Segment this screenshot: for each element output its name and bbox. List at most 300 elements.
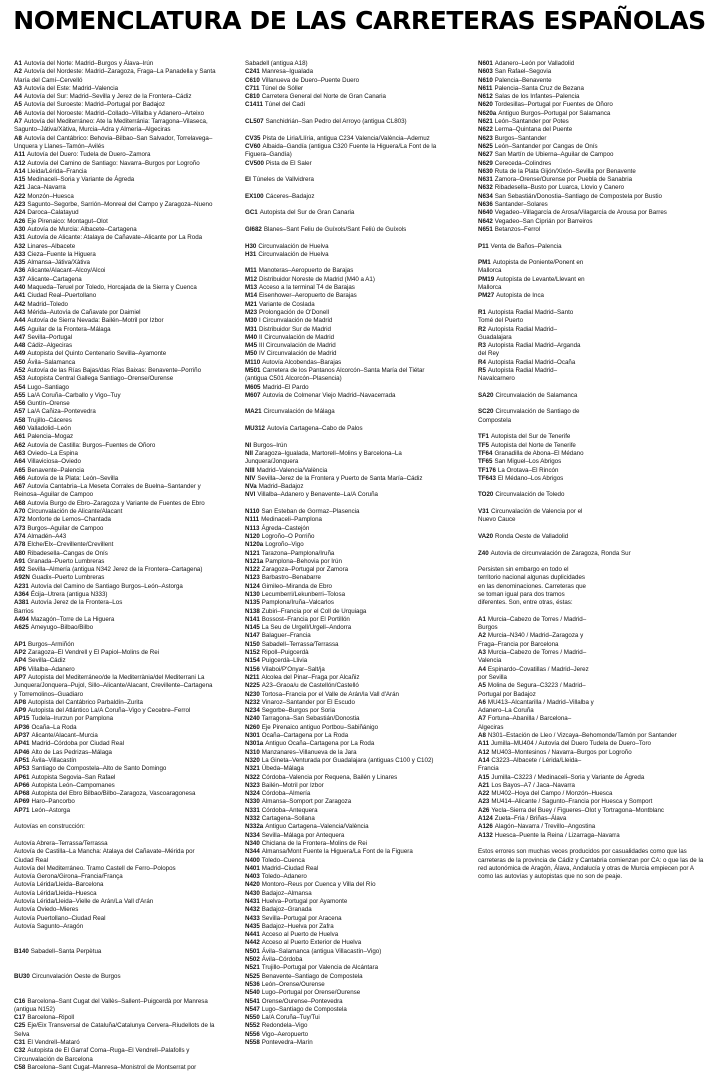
road-entry xyxy=(14,126,228,134)
road-entry xyxy=(14,691,228,699)
road-description: Tarazona–Pamplona/Iruña xyxy=(261,549,335,557)
road-description: Sevilla–Almería (antigua N342 Jerez de la Frontera–Cartagena) xyxy=(27,566,203,574)
road-code: A92 xyxy=(14,566,26,574)
road-entry xyxy=(478,657,708,665)
road-code: AP41 xyxy=(14,740,30,748)
spacer xyxy=(245,417,465,425)
road-code: PM1 xyxy=(478,259,491,267)
road-description: Autopista Radial Madrid–Santo xyxy=(487,308,574,316)
road-description: Benavente–Palencia xyxy=(27,466,85,474)
road-description: A23–Graoa/u de Castellón/Castelló xyxy=(261,682,359,690)
spacer xyxy=(245,110,465,118)
road-description: Autopista de Poniente/Ponent en xyxy=(492,259,584,267)
road-code: N651 xyxy=(478,225,493,233)
road-description: MU413–Alcantarilla / Madrid–Villalba y xyxy=(487,698,594,706)
road-description: Medinaceli–Soria y Variante de Ágreda xyxy=(27,176,135,184)
road-description: Autopista Radial Madrid–Ocaña xyxy=(487,358,576,366)
road-description: Medinaceli–Pamplona xyxy=(261,516,322,524)
road-description: Autovía de Castilla–La Mancha: Atalaya del Cañavate–Mérida por xyxy=(14,848,195,856)
road-code: M40 xyxy=(245,333,258,341)
road-entry xyxy=(478,616,708,624)
road-entry xyxy=(478,591,708,599)
road-description: Autovía Lérida/Lleida–Barcelona xyxy=(14,881,104,889)
road-description: Fortuna–Abanilla / Barcelona– xyxy=(487,715,572,723)
road-description: Trujillo–Cáceres xyxy=(27,416,72,424)
road-entry xyxy=(245,832,465,840)
road-code: A21 xyxy=(14,184,26,192)
road-description: San Sebastián/Donostia–Santiago de Compostela por Bustio xyxy=(494,192,662,200)
road-entry xyxy=(245,915,465,923)
road-entry xyxy=(245,774,465,782)
road-description: Cáceres–Badajoz xyxy=(265,192,315,200)
road-description: Ágreda–Castejón xyxy=(261,524,310,532)
road-entry xyxy=(14,599,228,607)
road-description: Pista de Liria/Llíria, antigua C234 Valencia/València–Ademuz xyxy=(262,134,430,142)
road-code: N340 xyxy=(245,839,260,847)
road-entry xyxy=(478,342,708,350)
road-code: EI xyxy=(245,176,251,184)
road-description: Sabadell–Terrassa/Terrassa xyxy=(261,640,339,648)
road-entry xyxy=(245,533,465,541)
road-description: Toledo–Adanero xyxy=(261,873,307,881)
road-code: A5 xyxy=(14,101,22,109)
road-entry xyxy=(245,715,465,723)
road-entry xyxy=(14,85,228,93)
road-entry xyxy=(478,790,708,798)
road-code: A21 xyxy=(478,781,490,789)
road-entry xyxy=(14,707,228,715)
road-code: R4 xyxy=(478,358,486,366)
road-description: Zaragoza–Portugal por Zamora xyxy=(261,566,349,574)
road-description: Circunvalación de Málaga xyxy=(263,408,335,416)
road-description: Écija–Utrera (antigua N333) xyxy=(30,591,108,598)
road-entry xyxy=(245,641,465,649)
road-entry xyxy=(14,450,228,458)
road-description: Eje/Eix Transversal de Cataluña/Catalunya Cervera–Riudellots de la xyxy=(27,1022,215,1030)
road-description: Acceso a la terminal T4 de Barajas xyxy=(259,284,355,292)
road-description: Autovía de las Rías Bajas/das Rías Baixas: Benavente–Porriño xyxy=(27,366,202,374)
road-entry xyxy=(245,691,465,699)
road-code: M607 xyxy=(245,391,261,399)
road-description: Cieza–Fuente la Higuera xyxy=(27,250,96,258)
road-code: M501 xyxy=(245,366,261,374)
road-description: Eje Pirenaico: Montagut–Olot xyxy=(27,217,108,225)
road-description: Pontevedra–Marín xyxy=(261,1039,313,1047)
road-entry xyxy=(478,574,708,582)
road-description: Ávila–Córdoba xyxy=(261,956,303,964)
road-entry xyxy=(14,915,228,923)
road-entry xyxy=(478,359,708,367)
road-code: N113 xyxy=(245,524,260,532)
road-entry xyxy=(478,135,708,143)
road-description: Almansa–Játiva/Xàtiva xyxy=(27,259,90,267)
road-entry xyxy=(478,533,708,541)
road-description: Ocaña–Cartagena por La Roda xyxy=(261,732,349,740)
road-code: A47 xyxy=(14,333,26,341)
road-description: María del Camí–Cervelló xyxy=(14,76,83,84)
road-entry xyxy=(245,101,465,109)
road-description: por Sevilla xyxy=(478,673,507,681)
road-entry xyxy=(14,68,228,76)
road-entry xyxy=(478,276,708,284)
road-entry xyxy=(14,309,228,317)
road-code: A50 xyxy=(14,358,26,366)
road-code: C32 xyxy=(14,1047,26,1055)
road-code: AP61 xyxy=(14,773,30,781)
road-entry xyxy=(478,516,708,524)
road-code: N556 xyxy=(245,1030,260,1038)
road-description: La Orotava–El Rincón xyxy=(497,466,559,474)
road-code: A24 xyxy=(14,209,26,217)
road-entry xyxy=(14,243,228,251)
road-description: Adanero–La Coruña xyxy=(478,707,534,715)
road-description: Persisten sin embargo en todo el xyxy=(478,566,569,574)
road-entry xyxy=(14,749,228,757)
road-description: Bossost–Francia por El Portillón xyxy=(261,615,350,623)
road-code: C1411 xyxy=(245,101,263,109)
road-description: Tortosa–Francia por el Valle de Arán/la Vall d'Arán xyxy=(261,690,399,698)
road-code: N501 xyxy=(245,947,260,955)
road-code: N130 xyxy=(245,591,260,598)
road-description: Manzanares–Villanueva de la Jara xyxy=(261,748,357,756)
road-code: TF64 xyxy=(478,449,493,457)
road-description: Carretera General del Norte de Gran Canaria xyxy=(261,93,386,101)
road-entry xyxy=(478,757,708,765)
road-entry xyxy=(14,890,228,898)
road-description: Jaca–Navarra xyxy=(27,184,66,192)
road-entry xyxy=(245,1039,465,1047)
road-entry xyxy=(14,873,228,881)
road-code: AP66 xyxy=(14,781,30,789)
road-code: A55 xyxy=(14,391,26,399)
road-description: Ocaña–La Roda xyxy=(31,723,77,731)
road-description: Francia xyxy=(478,765,499,773)
road-entry xyxy=(478,168,708,176)
road-entry xyxy=(478,218,708,226)
road-entry xyxy=(14,1006,228,1014)
road-description: Elche/Elx–Crevillente/Crevillent xyxy=(27,541,114,549)
road-description: Lerma–Quintana del Puente xyxy=(494,126,573,134)
road-description: Burgos–Aguilar de Campoo xyxy=(27,524,104,532)
road-description: Autopista del Mediterráneo/de la Mediterrània/del Mediterrani La xyxy=(28,673,205,681)
road-code: C610 xyxy=(245,76,260,84)
road-entry xyxy=(245,317,465,325)
road-description: Circunvalación de Santiago de xyxy=(495,408,580,416)
road-code: N324 xyxy=(245,790,260,798)
road-code: AP15 xyxy=(14,715,30,723)
road-description: Autovía del Norte: Madrid–Burgos y Álava–Irún xyxy=(23,60,154,67)
road-code: A72 xyxy=(14,516,26,524)
road-code: H31 xyxy=(245,250,257,258)
road-code: AP51 xyxy=(14,756,30,764)
road-entry xyxy=(14,184,228,192)
road-code: N541 xyxy=(245,997,260,1005)
road-entry xyxy=(14,1064,228,1072)
road-code: Z40 xyxy=(478,549,489,557)
road-description: Autovía de circunvalación de Zaragoza, Ronda Sur xyxy=(490,549,631,557)
road-entry xyxy=(478,475,708,483)
road-description: Valencia xyxy=(478,657,502,665)
road-code: A91 xyxy=(14,557,26,565)
road-description: Autopista de El Garraf Coma–Ruga–El Vendrell–Palafolls y xyxy=(27,1047,190,1055)
road-description: Prolongación de O'Donell xyxy=(259,308,330,316)
spacer xyxy=(245,184,465,192)
road-entry xyxy=(14,408,228,416)
road-code: A1 xyxy=(14,60,22,67)
road-code: N636 xyxy=(478,201,493,209)
road-code: A74 xyxy=(14,532,26,540)
road-code: N240 xyxy=(245,715,260,723)
road-description: Barcelona–Sant Cugat del Vallès–Sallent–Puigcerdà por Manresa xyxy=(27,997,208,1005)
road-description: Vegadeo–San Ciprián por Barreiros xyxy=(494,217,593,225)
road-code: CL507 xyxy=(245,118,264,126)
road-description: Adanero–León por Valladolid xyxy=(494,60,575,67)
road-code: N629 xyxy=(478,159,493,167)
road-entry xyxy=(14,516,228,524)
road-description: Cartagena–Sollana xyxy=(261,815,315,823)
road-entry xyxy=(14,284,228,292)
road-description: MU414–Alicante / Sagunto–Francia por Huesca y Somport xyxy=(491,798,653,806)
road-code: AP1 xyxy=(14,640,27,648)
road-description: Córdoba–Antequera xyxy=(261,806,318,814)
spacer xyxy=(478,608,708,616)
road-entry xyxy=(478,765,708,773)
road-entry xyxy=(478,583,708,591)
road-description: diferentes. Son, entre otras, éstas: xyxy=(478,599,573,607)
page-title: NOMENCLATURA DE LAS CARRETERAS ESPAÑOLAS xyxy=(13,6,706,35)
road-entry xyxy=(478,749,708,757)
road-description: Circunvalación de Valencia por el xyxy=(491,508,583,516)
road-entry xyxy=(14,998,228,1006)
road-description: Lugo–Santiago xyxy=(27,383,69,391)
road-description: Manoteras–Aeropuerto de Barajas xyxy=(258,267,354,275)
road-code: N111 xyxy=(245,516,260,524)
road-description: se toman igual para dos tramos xyxy=(478,591,565,598)
road-code: A42 xyxy=(14,300,26,308)
road-entry xyxy=(478,309,708,317)
road-entry xyxy=(14,326,228,334)
road-entry xyxy=(14,790,228,798)
road-description: Autovía del Este: Madrid–Valencia xyxy=(23,84,119,92)
road-entry xyxy=(478,491,708,499)
road-entry xyxy=(245,1031,465,1039)
road-entry xyxy=(245,599,465,607)
road-entry xyxy=(245,176,465,184)
road-code: N552 xyxy=(245,1022,260,1030)
road-description: Balaguer–Francia xyxy=(261,632,311,640)
road-entry xyxy=(245,782,465,790)
road-entry xyxy=(245,342,465,350)
road-entry xyxy=(14,143,228,151)
road-code: A11 xyxy=(14,151,26,159)
road-description: (antigua C501 Alcorcón–Plasencia) xyxy=(245,375,342,383)
road-description: León–Astorga xyxy=(31,806,71,814)
road-description: Sevilla–Portugal por Aracena xyxy=(261,914,342,922)
road-description: Antiguo Burgos–Portugal por Salamanca xyxy=(498,109,611,117)
road-code: N260 xyxy=(245,723,260,731)
road-code: CV500 xyxy=(245,159,264,167)
road-entry xyxy=(14,251,228,259)
road-description: Ripoll–Puigcerdà xyxy=(261,649,309,657)
road-description: Selva xyxy=(14,1030,30,1038)
road-description: MU403–Montesinos / Navarra–Burgos por Logroño xyxy=(491,748,632,756)
road-description: Barbastro–Benabarre xyxy=(261,574,321,582)
road-description: Sagunto–Segorbe, Sarrión–Monreal del Campo y Zaragoza–Nueno xyxy=(27,201,213,209)
road-code: A80 xyxy=(14,549,26,557)
road-description: Huesca–Puente la Reina / Lizarraga–Navarra xyxy=(494,831,620,839)
road-entry xyxy=(14,1047,228,1055)
road-entry xyxy=(478,807,708,815)
road-code: A40 xyxy=(14,284,26,292)
road-code: N110 xyxy=(245,508,260,516)
road-entry xyxy=(478,143,708,151)
road-code: N301a xyxy=(245,740,264,748)
road-description: Autopista León–Campomanes xyxy=(31,781,115,789)
road-code: N634 xyxy=(478,192,493,200)
road-code: N540 xyxy=(245,989,260,997)
road-code: N120 xyxy=(245,532,260,540)
road-entry xyxy=(478,317,708,325)
road-entry xyxy=(14,616,228,624)
road-description: Palencia–Santa Cruz de Bezana xyxy=(494,84,584,92)
road-description: Blanes–Sant Feliu de Guíxols/Sant Feliú de Guíxols xyxy=(263,225,407,233)
spacer xyxy=(14,989,228,997)
road-description: I Circunvalación de Madrid xyxy=(259,317,333,325)
road-entry xyxy=(478,798,708,806)
road-entry xyxy=(245,624,465,632)
road-entry xyxy=(14,541,228,549)
road-description: Cereceda–Colindres xyxy=(494,159,552,167)
road-code: N145 xyxy=(245,624,260,632)
road-code: N612 xyxy=(478,93,493,101)
road-description: Barcelona–Ripoll xyxy=(27,1014,75,1022)
road-description: Autovía Alcobendas–Barajas xyxy=(262,358,342,366)
road-description: Badajoz–Huelva por Zafra xyxy=(261,922,334,930)
road-code: PM27 xyxy=(478,292,495,300)
road-code: N211 xyxy=(245,673,260,681)
road-description: Mazagón–Torre de La Higuera xyxy=(30,615,115,623)
road-description: Autovía del Suroeste: Madrid–Portugal por Badajoz xyxy=(23,101,165,109)
road-entry xyxy=(14,657,228,665)
road-entry xyxy=(245,956,465,964)
road-code: N558 xyxy=(245,1039,260,1047)
road-entry xyxy=(14,458,228,466)
road-code: A12 xyxy=(478,748,490,756)
road-entry xyxy=(14,923,228,931)
road-description: San Miguel–Los Abrigos xyxy=(494,458,562,466)
road-code: N122 xyxy=(245,566,260,574)
road-description: Jumilla–C3223 / Medinaceli–Soria y Variante de Ágreda xyxy=(491,773,645,781)
road-entry xyxy=(245,68,465,76)
road-entry xyxy=(245,276,465,284)
road-entry xyxy=(478,77,708,85)
road-entry xyxy=(14,176,228,184)
road-code: A7 xyxy=(478,715,486,723)
road-description: La/A Coruña–Carballo y Vigo–Tuy xyxy=(27,391,121,399)
road-code: MA21 xyxy=(245,408,262,416)
road-description: Autovía del Camino de Santiago: Navarra–Burgos por Logroño xyxy=(27,159,200,167)
road-entry xyxy=(14,624,228,632)
road-entry xyxy=(14,226,228,234)
road-description: Distribuidor Noreste de Madrid (M40 a A1) xyxy=(259,275,375,283)
road-entry xyxy=(478,160,708,168)
road-entry xyxy=(245,359,465,367)
road-entry xyxy=(245,267,465,275)
road-code: A381 xyxy=(14,599,29,607)
road-code: N601 xyxy=(478,60,493,67)
road-description: Autovía de Castilla: Burgos–Fuentes de Oñoro xyxy=(27,441,156,449)
road-entry xyxy=(245,881,465,889)
road-entry xyxy=(14,782,228,790)
road-entry xyxy=(14,674,228,682)
spacer xyxy=(478,400,708,408)
road-entry xyxy=(478,284,708,292)
road-entry xyxy=(245,118,465,126)
road-code: N603 xyxy=(478,68,493,76)
road-description: Valladolid–León xyxy=(27,425,71,433)
road-code: A7 xyxy=(14,118,22,126)
road-code: C17 xyxy=(14,1014,26,1022)
road-description: Lugo–Santiago de Compostela xyxy=(261,1005,347,1013)
road-description: Circunvalación de Huelva xyxy=(258,242,329,250)
road-code: N330 xyxy=(245,798,260,806)
road-description: Autovía Burgo de Ebro–Zaragoza y Variante de Fuentes de Ebro xyxy=(27,499,205,507)
road-code: A14 xyxy=(14,167,26,175)
road-entry xyxy=(14,857,228,865)
road-description: Portugal por Badajoz xyxy=(478,690,536,698)
road-code: N620 xyxy=(478,101,493,109)
road-code: N123 xyxy=(245,574,260,582)
road-description: N301–Estación de Lleo / Vizcaya–Behomonde/Tamón por Santander xyxy=(487,732,677,740)
road-entry xyxy=(478,193,708,201)
road-entry xyxy=(14,823,228,831)
road-entry xyxy=(14,591,228,599)
road-entry xyxy=(478,68,708,76)
road-description: Murcia–Cabezo de Torres / Madrid– xyxy=(487,615,587,623)
road-description: Burgos xyxy=(478,624,498,632)
road-entry xyxy=(14,682,228,690)
road-code: N441 xyxy=(245,931,260,939)
road-description: Autovía Puertollano–Ciudad Real xyxy=(14,914,106,922)
road-description: Autovía Jerez de la Frontera–Los xyxy=(30,599,123,607)
road-entry xyxy=(245,209,465,217)
road-entry xyxy=(245,350,465,358)
road-entry xyxy=(245,367,465,375)
road-description: Alicante/Alacant–Murcia xyxy=(31,732,98,740)
road-description: Sevilla–Jerez de la Frontera y Puerto de Santa María–Cádiz xyxy=(257,474,423,482)
road-code: A15 xyxy=(14,176,26,184)
road-entry xyxy=(14,649,228,657)
road-code: NIII xyxy=(245,466,255,474)
road-description: Linares–Albacete xyxy=(27,242,76,250)
road-code: NVI xyxy=(245,491,256,499)
road-entry xyxy=(245,516,465,524)
road-code: A22 xyxy=(14,192,26,200)
road-description: León–Santander por Cangas de Onís xyxy=(494,142,598,150)
road-entry xyxy=(245,284,465,292)
road-description: Autopista Radial Madrid–Arganda xyxy=(487,342,581,350)
road-code: A11 xyxy=(478,740,490,748)
road-code: N310 xyxy=(245,748,260,756)
road-entry xyxy=(245,616,465,624)
road-entry xyxy=(478,326,708,334)
road-description: Monforte de Lemos–Chantada xyxy=(27,516,111,524)
road-code: A92N xyxy=(14,574,30,582)
road-code: TF176 xyxy=(478,466,496,474)
road-code: A32 xyxy=(14,242,26,250)
road-entry xyxy=(245,483,465,491)
road-entry xyxy=(14,292,228,300)
